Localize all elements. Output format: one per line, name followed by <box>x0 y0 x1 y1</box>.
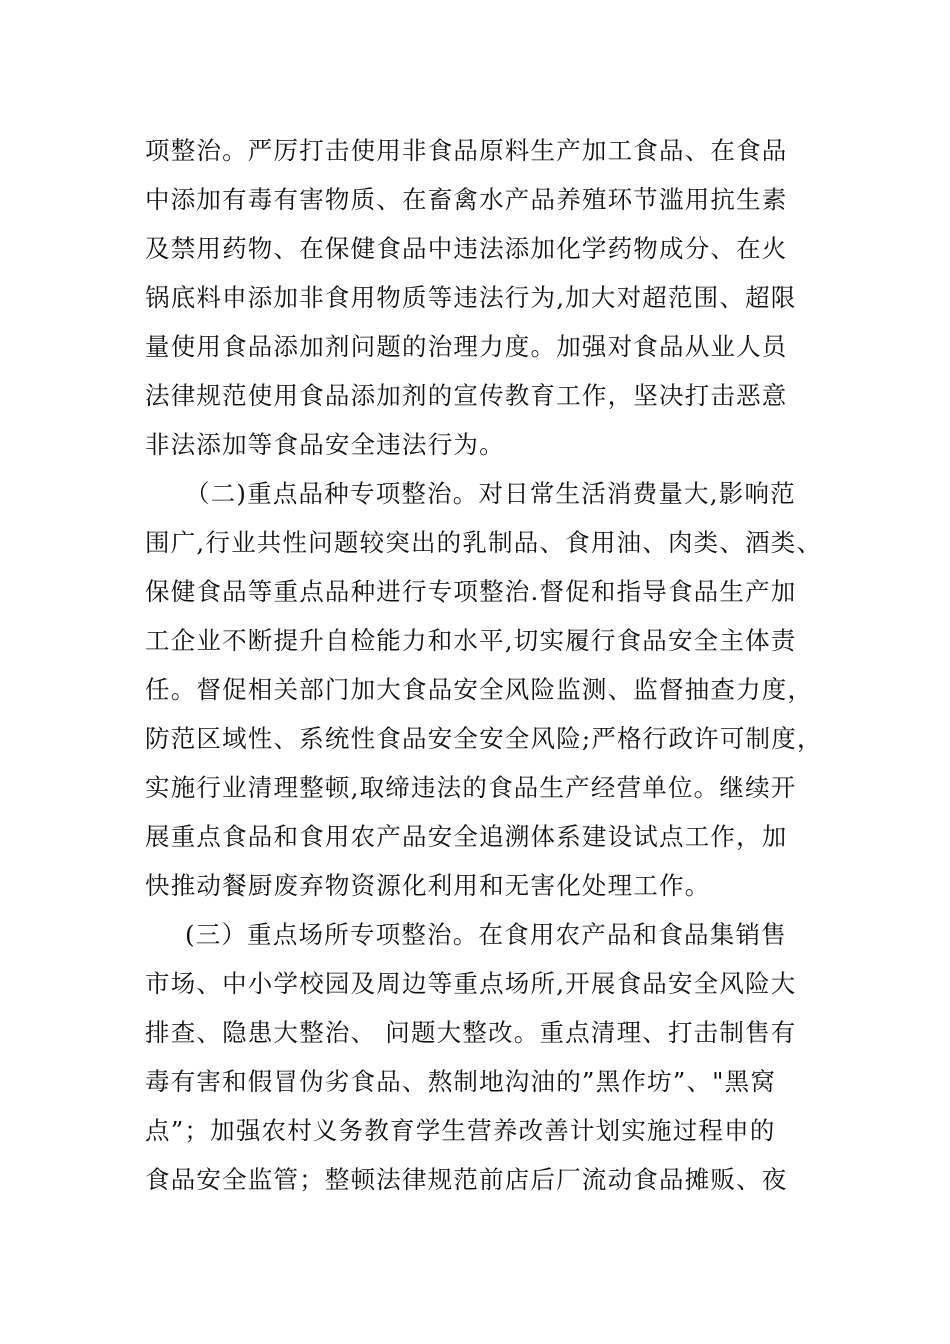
text-line: 实施行业清理整顿,取缔违法的食品生产经营单位。继续开 <box>145 773 797 802</box>
text-line: 点”；加强农村义务教育学生营养改善计划实施过程申的 <box>145 1116 776 1145</box>
text-line: 量使用食品添加剂问题的治理力度。加强对食品从业人员 <box>145 332 788 361</box>
text-line: 中添加有毒有害物质、在畜禽水产品养殖环节滥用抗生素 <box>145 185 788 214</box>
text-line: 项整治。严厉打击使用非食品原料生产加工食品、在食品 <box>145 136 788 165</box>
text-line: 食品安全监管；整顿法律规范前店后厂流动食品摊贩、夜 <box>145 1165 788 1194</box>
text-line: 及禁用药物、在保健食品中违法添加化学药物成分、在火 <box>145 234 788 263</box>
text-line: 非法添加等食品安全违法行为。 <box>145 430 505 459</box>
text-line: 围广,行业共性问题较突出的乳制品、食用油、肉类、酒类、 <box>145 528 823 557</box>
text-line: 保健食品等重点品种进行专项整治.督促和指导食品生产加 <box>145 577 797 606</box>
text-line: 排查、隐患大整治、 问题大整改。重点清理、打击制售有 <box>145 1018 797 1047</box>
body-text <box>145 126 823 1204</box>
text-line: 锅底料申添加非食用物质等违法行为,加大对超范围、超限 <box>145 283 797 312</box>
text-line: 市场、中小学校园及周边等重点场所,开展食品安全风险大 <box>145 969 797 998</box>
text-line: 快推动餐厨废弃物资源化利用和无害化处理工作。 <box>145 871 711 900</box>
text-line: 防范区域性、系统性食品安全安全风险;严格行政许可制度， <box>145 724 823 753</box>
text-line: 展重点食品和食用农产品安全追溯体系建设试点工作，加 <box>145 822 788 851</box>
section-2-heading-line: （二)重点品种专项整治。对日常生活消费量大,影响范 <box>185 479 796 508</box>
section-3-heading-line: (三）重点场所专项整治。在食用农产品和食品集销售 <box>185 920 787 949</box>
text-line: 毒有害和假冒伪劣食品、熬制地沟油的”黑作坊”、"黑窝 <box>145 1067 777 1096</box>
text-line: 任。督促相关部门加大食品安全风险监测、监督抽查力度， <box>145 675 814 704</box>
text-line: 工企业不断提升自检能力和水平,切实履行食品安全主体责 <box>145 626 797 655</box>
text-line: 法律规范使用食品添加剂的宣传教育工作，坚决打击恶意 <box>145 381 788 410</box>
